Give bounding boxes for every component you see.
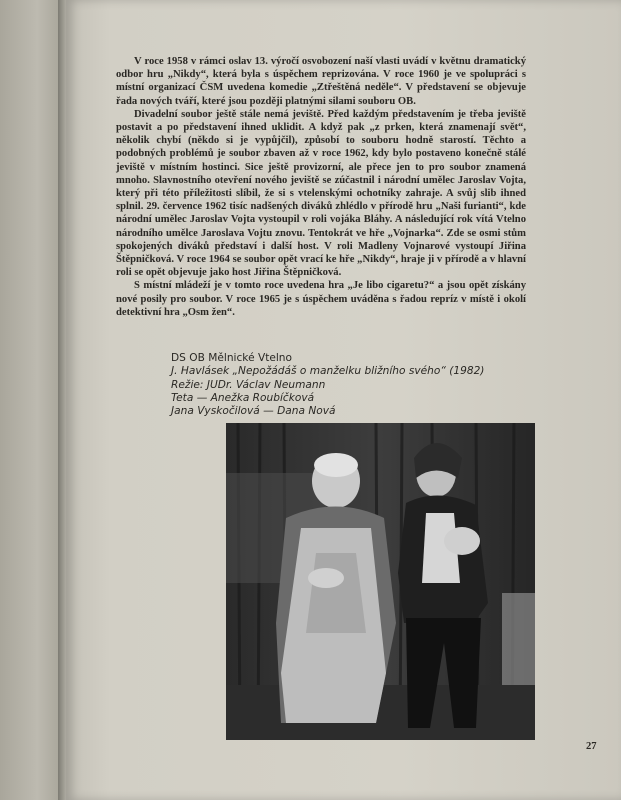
paragraph-1: V roce 1958 v rámci oslav 13. výročí osvobození naší vlasti uvádí v květnu dramatický odbor hru „Nikdy“, která byla s úspěchem reprizována. V roce 1960 je ve spolupráci s místní organizací ČSM uvedena komedie „Ztřeštěná neděle“. V představení se objevuje řada nových tváří, které jsou později platnými silami souboru OB.: [116, 56, 526, 107]
caption-director: Režie: JUDr. Václav Neumann: [171, 378, 326, 391]
paragraph-3: S místní mládeží je v tomto roce uvedena hra „Je libo cigaretu?“ a jsou opět získány nové posily pro soubor. V roce 1965 je s úspěchem uváděna s řadou repríz v místě i okolí detektivní hra „Osm žen“.: [116, 280, 526, 318]
book-page: [66, 0, 621, 800]
stage-photo-illustration: [226, 423, 535, 740]
previous-page-edge: [0, 0, 62, 800]
stage-photo: [226, 423, 535, 740]
caption-ensemble: DS OB Mělnické Vtelno: [171, 352, 293, 364]
page-number: 27: [586, 741, 597, 752]
caption-role-2: Jana Vyskočilová — Dana Nová: [171, 405, 336, 418]
paragraph-2: Divadelní soubor ještě stále nemá jeviště. Před každým představením je třeba jeviště postavit a po představení ihned uklidit. A když pak „z prken, která znamenají svět“, několik chybí (někdo si je vypůjčil), způsobí to souboru hodně starostí. Těchto a podobných problémů je soubor zbaven až v roce 1962, kdy bylo postaveno konečně stálé jeviště v místním hostinci. Sice ještě provizorní, ale přece jen to pro soubor znamená mnoho. Slavnostního otevření nového jeviště se zúčastnil i národní umělec Jaroslav Vojta, který při této příležitosti slíbil, že si s vtelenskými ochotníky zahraje. A svůj slib ihned splnil. 29. července 1962 tisíc nadšených diváků zhlédlo v přírodě hru „Naši furianti“, kde národní umělec Jaroslav Vojta vystoupil v roli vojáka Bláhy. A následující rok vítá Vtelno národního umělce Jaroslava Vojtu znovu. Tentokrát ve hře „Vojnarka“. Zde se osmi stům spokojených diváků představí i další host. V roli Madleny Vojnarové vystoupí Jiřina Štěpničková. V roce 1964 se soubor opět vrací ke hře „Nikdy“, hraje ji v přírodě a v hlavní roli se opět objevuje jako host Jiřina Štěpničková.: [116, 108, 526, 279]
body-text: [116, 55, 526, 319]
caption-role-1: Teta — Anežka Roubíčková: [171, 391, 315, 404]
photo-caption: [171, 352, 551, 418]
caption-play: J. Havlásek „Nepožádáš o manželku bližního svého“ (1982): [171, 365, 485, 378]
